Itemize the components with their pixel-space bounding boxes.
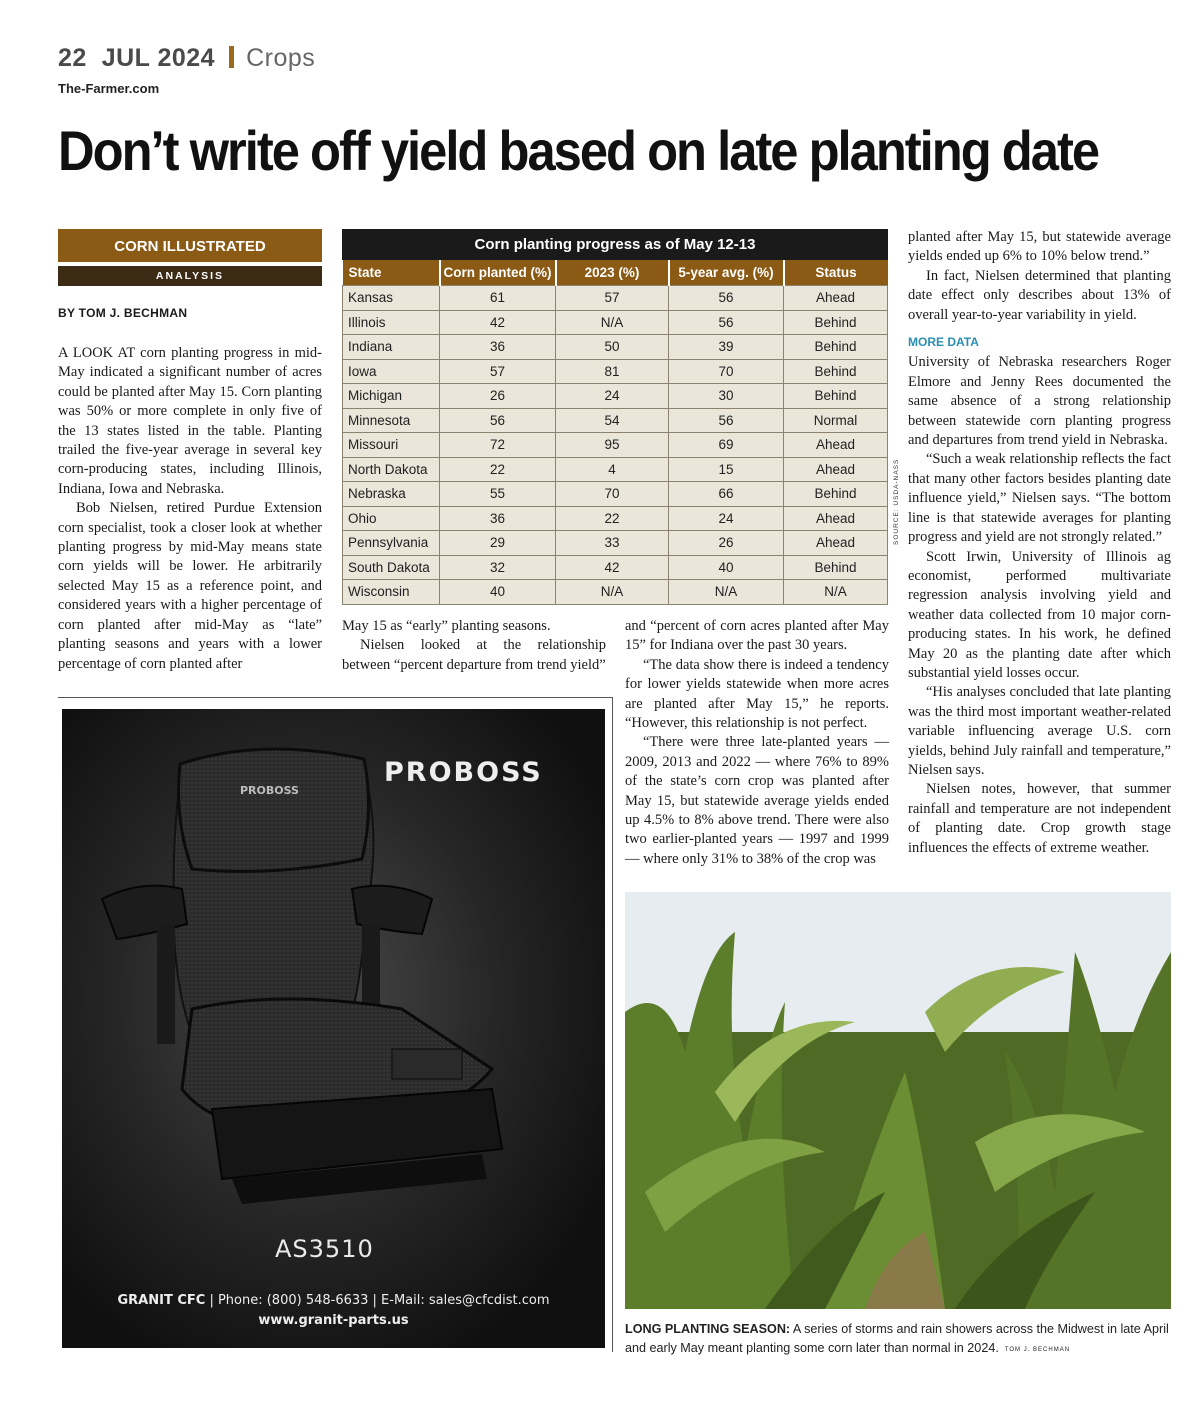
table-row <box>343 359 888 384</box>
photo-caption <box>625 1320 1175 1359</box>
planting-progress-table <box>342 229 888 605</box>
table-header-row <box>343 260 888 286</box>
ad-contact <box>62 1293 605 1308</box>
paragraph: In fact, Nielsen determined that planting date effect only describes about 13% of overall year-to-year variability in yield. <box>908 267 1171 323</box>
section-name: Crops <box>246 44 316 72</box>
value-cell: Behind <box>784 359 888 384</box>
site-name: The-Farmer.com <box>58 81 160 96</box>
ad-rule-right <box>612 697 613 1352</box>
body-column-4 <box>908 228 1171 858</box>
value-cell: 32 <box>440 555 556 580</box>
state-cell: Kansas <box>343 286 440 311</box>
column-header: 2023 (%) <box>556 260 669 286</box>
state-cell: Nebraska <box>343 482 440 507</box>
table-row <box>343 433 888 458</box>
value-cell: 56 <box>669 286 784 311</box>
value-cell: Behind <box>784 384 888 409</box>
column-header: State <box>343 260 440 286</box>
value-cell: 40 <box>440 580 556 605</box>
value-cell: 30 <box>669 384 784 409</box>
value-cell: Behind <box>784 335 888 360</box>
body-column-3 <box>625 617 889 869</box>
paragraph: “The data show there is indeed a tendency for lower yields statewide when more acres are planted after May 15,” he reports. “However, this relationship is not perfect. <box>625 656 889 732</box>
value-cell: 26 <box>440 384 556 409</box>
subhead: MORE DATA <box>908 335 979 350</box>
table-source: SOURCE: USDA-NASS <box>893 458 900 545</box>
state-cell: Missouri <box>343 433 440 458</box>
caption-lead: LONG PLANTING SEASON: <box>625 1322 791 1336</box>
value-cell: 57 <box>440 359 556 384</box>
state-cell: Ohio <box>343 506 440 531</box>
body-column-1 <box>58 344 322 674</box>
value-cell: Normal <box>784 408 888 433</box>
state-cell: Illinois <box>343 310 440 335</box>
value-cell: 56 <box>669 310 784 335</box>
byline: BY TOM J. BECHMAN <box>58 306 188 320</box>
state-cell: Wisconsin <box>343 580 440 605</box>
paragraph: Scott Irwin, University of Illinois ag economist, performed multivariate regression analysis involving yield and weather data collected from 10 major corn-producing states. In his work, he defined May 20 as the planting date after which substantial yield losses occur. <box>908 548 1171 681</box>
state-cell: South Dakota <box>343 555 440 580</box>
paragraph: “Such a weak relationship reflects the fact that many other factors besides planting date influence yield,” Nielsen says. “The bottom line is that statewide averages for planting progress and yield are not strongly related.” <box>908 451 1171 546</box>
table-title: Corn planting progress as of May 12-13 <box>342 229 888 260</box>
value-cell: 56 <box>669 408 784 433</box>
photo-credit: TOM J. BECHMAN <box>1004 1346 1071 1353</box>
value-cell: Ahead <box>784 531 888 556</box>
value-cell: 42 <box>556 555 669 580</box>
state-cell: North Dakota <box>343 457 440 482</box>
table-row <box>343 335 888 360</box>
value-cell: 40 <box>669 555 784 580</box>
column-kicker <box>58 229 322 286</box>
value-cell: 66 <box>669 482 784 507</box>
value-cell: Behind <box>784 555 888 580</box>
value-cell: 4 <box>556 457 669 482</box>
paragraph: and “percent of corn acres planted after May 15” for Indiana over the past 30 years. <box>625 618 889 654</box>
value-cell: 15 <box>669 457 784 482</box>
value-cell: 72 <box>440 433 556 458</box>
state-cell: Michigan <box>343 384 440 409</box>
value-cell: 22 <box>556 506 669 531</box>
value-cell: 81 <box>556 359 669 384</box>
value-cell: 54 <box>556 408 669 433</box>
table-row <box>343 580 888 605</box>
kicker-title: CORN ILLUSTRATED <box>58 229 322 262</box>
paragraph: Bob Nielsen, retired Purdue Extension corn specialist, took a closer look at whether planting progress by mid-May means state corn yields will be lower. He arbitrarily selected May 15 as a reference point, and considered years with a higher percentage of corn planted after mid-May as “late” planting seasons and years with a lower percentage of corn planted after <box>58 500 322 672</box>
value-cell: N/A <box>669 580 784 605</box>
paragraph: “His analyses concluded that late planting was the third most important weather-related variable influencing average U.S. corn yields, behind July rainfall and temperature,” Nielsen says. <box>908 684 1171 778</box>
state-cell: Pennsylvania <box>343 531 440 556</box>
paragraph: University of Nebraska researchers Roger Elmore and Jenny Rees documented the same absence of a strong relationship between statewide corn planting progress and departures from trend yield in Nebraska. <box>908 354 1171 449</box>
caption-text: A series of storms and rain showers across the Midwest in late April and early May meant planting some corn later than normal in 2024. <box>625 1322 1169 1355</box>
paragraph: Nielsen notes, however, that summer rainfall and temperature are not independent of planting date. Crop growth stage influences the effects of extreme weather. <box>908 781 1171 856</box>
body-column-2 <box>342 617 606 675</box>
state-cell: Minnesota <box>343 408 440 433</box>
table-row <box>343 555 888 580</box>
folio <box>58 44 315 73</box>
issue-date: JUL 2024 <box>101 44 216 72</box>
ad-brand: PROBOSS <box>384 757 543 788</box>
paragraph: May 15 as “early” planting seasons. <box>342 618 551 634</box>
value-cell: 50 <box>556 335 669 360</box>
value-cell: 55 <box>440 482 556 507</box>
column-header: Status <box>784 260 888 286</box>
value-cell: 70 <box>556 482 669 507</box>
ad-website: www.granit-parts.us <box>258 1313 409 1328</box>
seat-logo: PROBOSS <box>240 784 299 797</box>
kicker-subtitle: ANALYSIS <box>58 266 322 286</box>
value-cell: 24 <box>669 506 784 531</box>
value-cell: 36 <box>440 335 556 360</box>
cornfield-photo <box>625 892 1171 1309</box>
table-row <box>343 531 888 556</box>
state-cell: Indiana <box>343 335 440 360</box>
value-cell: N/A <box>784 580 888 605</box>
value-cell: 39 <box>669 335 784 360</box>
table-row <box>343 286 888 311</box>
ad-company: GRANIT CFC <box>117 1293 206 1308</box>
value-cell: 42 <box>440 310 556 335</box>
value-cell: 69 <box>669 433 784 458</box>
ad-rule-top <box>58 697 613 698</box>
value-cell: 29 <box>440 531 556 556</box>
value-cell: Behind <box>784 310 888 335</box>
table-row <box>343 384 888 409</box>
value-cell: 26 <box>669 531 784 556</box>
value-cell: Ahead <box>784 286 888 311</box>
value-cell: Ahead <box>784 506 888 531</box>
table-row <box>343 310 888 335</box>
table-row <box>343 457 888 482</box>
value-cell: N/A <box>556 580 669 605</box>
value-cell: 70 <box>669 359 784 384</box>
value-cell: Ahead <box>784 457 888 482</box>
column-header: 5-year avg. (%) <box>669 260 784 286</box>
section-divider <box>229 46 234 68</box>
paragraph: Nielsen looked at the relationship between “percent departure from trend yield” <box>342 637 606 673</box>
paragraph: A LOOK AT corn planting progress in mid-May indicated a significant number of acres could be planted after May 15. Corn planting was 50% or more complete in only five of the 13 states listed in the table. Planting trailed the five-year average in several key corn-producing states, including Illinois, Indiana, Iowa and Nebraska. <box>58 345 322 497</box>
value-cell: 56 <box>440 408 556 433</box>
value-cell: 57 <box>556 286 669 311</box>
value-cell: 33 <box>556 531 669 556</box>
paragraph: planted after May 15, but statewide average yields ended up 6% to 10% below trend.” <box>908 229 1171 265</box>
value-cell: 24 <box>556 384 669 409</box>
advertisement <box>62 709 605 1348</box>
table-row <box>343 482 888 507</box>
value-cell: N/A <box>556 310 669 335</box>
value-cell: Behind <box>784 482 888 507</box>
ad-contact-details: | Phone: (800) 548-6633 | E-Mail: sales@cfcdist.com <box>205 1293 550 1308</box>
value-cell: 95 <box>556 433 669 458</box>
paragraph: “There were three late-planted years — 2009, 2013 and 2022 — where 76% to 89% of the state’s corn crop was planted after May 15, but statewide average yields ended up 4.5% to 8% above trend. There were also two earlier-planted years — 1997 and 1999 — where only 31% to 38% of the crop was <box>625 734 889 867</box>
value-cell: 22 <box>440 457 556 482</box>
state-cell: Iowa <box>343 359 440 384</box>
table-row <box>343 506 888 531</box>
table-row <box>343 408 888 433</box>
headline: Don’t write off yield based on late planting date <box>58 119 1099 182</box>
page-number: 22 <box>58 44 87 72</box>
ad-model: AS3510 <box>275 1235 374 1263</box>
cornfield-illustration <box>625 892 1171 1309</box>
value-cell: Ahead <box>784 433 888 458</box>
value-cell: 36 <box>440 506 556 531</box>
column-header: Corn planted (%) <box>440 260 556 286</box>
value-cell: 61 <box>440 286 556 311</box>
